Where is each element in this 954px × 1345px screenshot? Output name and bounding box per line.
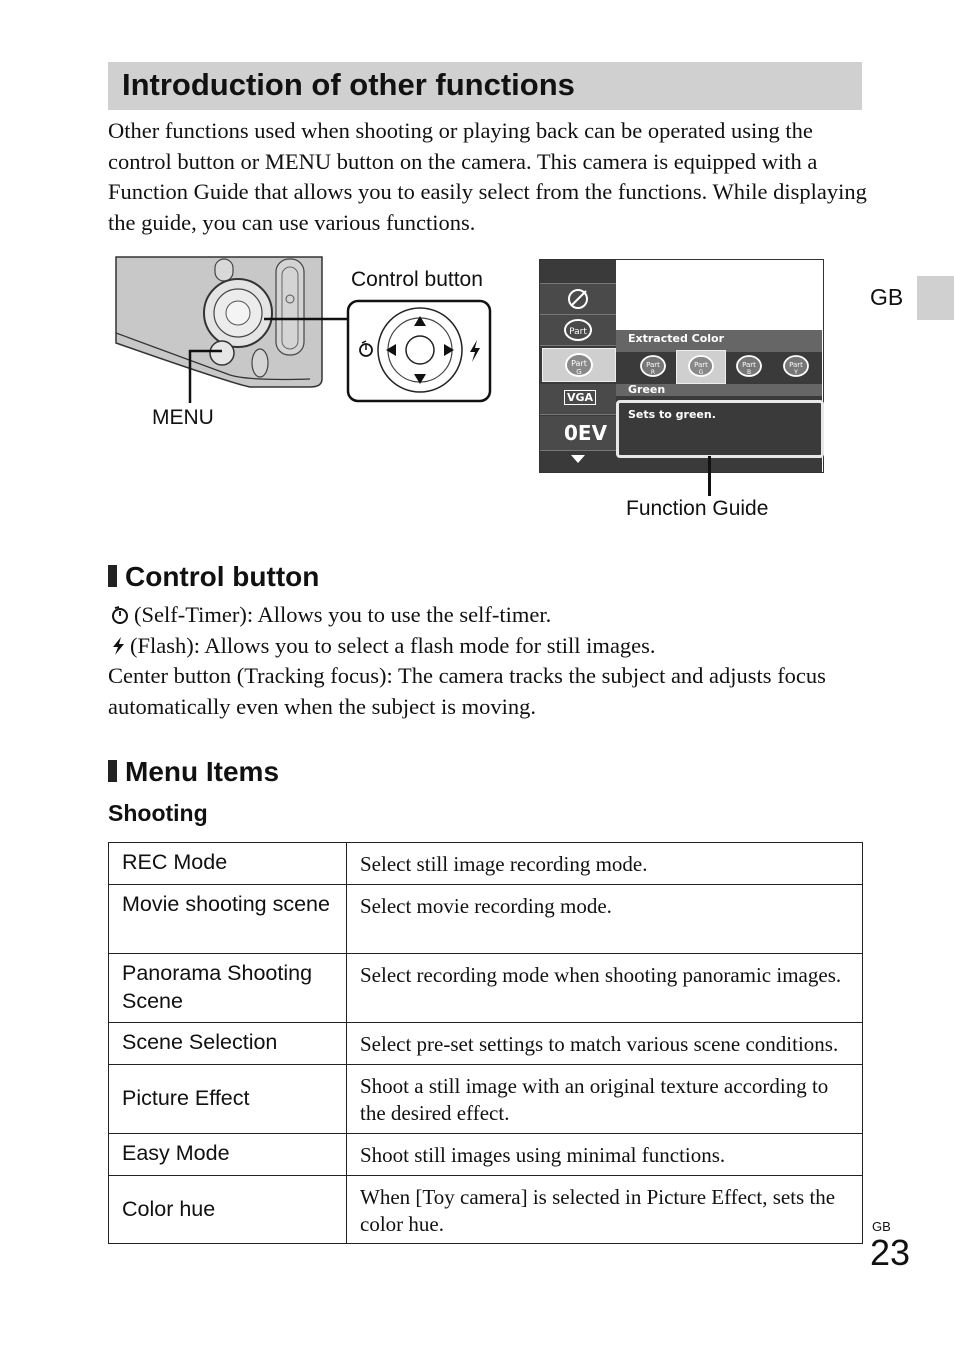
svg-text:G: G	[698, 369, 704, 376]
menu-item-name: Panorama Shooting Scene	[109, 954, 347, 1023]
function-guide-screen	[539, 259, 824, 473]
svg-text:G: G	[576, 368, 582, 376]
svg-text:R: R	[650, 369, 656, 376]
self-timer-line: (Self-Timer): Allows you to use the self-timer.	[108, 600, 868, 631]
menu-item-name: Scene Selection	[109, 1023, 347, 1065]
function-guide-text: Sets to green.	[628, 408, 716, 421]
table-row	[109, 1065, 863, 1134]
svg-text:Part: Part	[646, 361, 660, 369]
svg-text:Part: Part	[571, 359, 587, 368]
menu-item-name: Movie shooting scene	[109, 885, 347, 954]
menu-callout: MENU	[152, 406, 214, 429]
menu-item-description: Select pre-set settings to match various scene conditions.	[347, 1023, 863, 1065]
svg-text:Part: Part	[789, 361, 803, 369]
menu-item-description: Select movie recording mode.	[347, 885, 863, 954]
menu-item-description: When [Toy camera] is selected in Picture Effect, sets the color hue.	[347, 1176, 863, 1244]
color-name-label: Green	[628, 383, 666, 396]
heading-marker	[108, 565, 117, 587]
menu-items-heading: Menu Items	[108, 756, 279, 788]
intro-paragraph: Other functions used when shooting or playing back can be operated using the control button or MENU button on the camera. This camera is equipped with a Function Guide that allows you to easily select from the functions. While displaying the guide, you can use various functions.	[108, 118, 867, 235]
table-row	[109, 843, 863, 885]
table-row	[109, 954, 863, 1023]
side-tab	[917, 276, 954, 320]
menu-icon-part	[540, 315, 616, 346]
side-tab-label: GB	[870, 284, 904, 310]
menu-item-name: Easy Mode	[109, 1134, 347, 1176]
shooting-subheading: Shooting	[108, 800, 208, 826]
page-title: Introduction of other functions	[122, 67, 575, 102]
function-guide-leader	[708, 456, 711, 496]
svg-text:Part: Part	[569, 327, 587, 337]
menu-item-description: Select still image recording mode.	[347, 843, 863, 885]
extracted-color-label: Extracted Color	[628, 332, 725, 345]
flash-icon	[108, 636, 130, 656]
menu-icon-vga	[540, 384, 616, 415]
svg-text:Part: Part	[694, 361, 708, 369]
center-button-description: Center button (Tracking focus): The camera tracks the subject and adjusts focus automatically even when the subject is moving.	[108, 663, 826, 719]
table-row	[109, 1176, 863, 1244]
control-button-descriptions	[108, 600, 868, 722]
menu-icon-part-selected	[542, 348, 616, 382]
table-row	[109, 885, 863, 954]
page-number: 23	[870, 1232, 911, 1273]
flash-line: (Flash): Allows you to select a flash mode for still images.	[108, 631, 868, 662]
section-title-bar	[108, 62, 862, 110]
menu-item-description: Shoot a still image with an original texture according to the desired effect.	[347, 1065, 863, 1134]
heading-marker	[108, 760, 117, 782]
svg-text:Part: Part	[742, 361, 756, 369]
menu-icon-ev	[540, 416, 616, 451]
table-row	[109, 1023, 863, 1065]
menu-icon-effect	[540, 283, 616, 315]
vga-label: VGA	[564, 390, 596, 405]
menu-item-description: Select recording mode when shooting panoramic images.	[347, 954, 863, 1023]
self-timer-icon	[108, 605, 134, 625]
svg-text:Y: Y	[794, 369, 798, 376]
ev-label: 0EV	[564, 421, 608, 445]
control-button-heading: Control button	[108, 561, 319, 593]
color-part-options	[616, 352, 822, 382]
shooting-menu-table	[108, 842, 863, 1244]
menu-item-description: Shoot still images using minimal functions.	[347, 1134, 863, 1176]
menu-item-name: Picture Effect	[109, 1065, 347, 1134]
svg-text:B: B	[746, 369, 752, 376]
function-guide-callout: Function Guide	[626, 497, 769, 520]
menu-item-name: REC Mode	[109, 843, 347, 885]
page-number-locale: GB	[872, 1219, 891, 1234]
table-row	[109, 1134, 863, 1176]
control-button-callout: Control button	[351, 268, 483, 291]
menu-item-name: Color hue	[109, 1176, 347, 1244]
scroll-down-icon	[570, 454, 586, 464]
